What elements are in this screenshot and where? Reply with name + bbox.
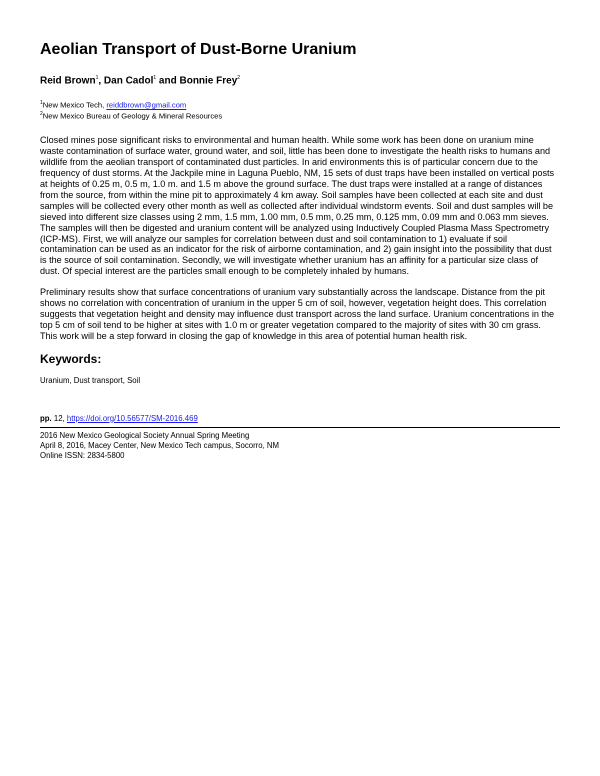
author-name: Reid Brown — [40, 75, 96, 87]
page-number: 12, — [51, 413, 67, 423]
author-affiliation-mark: 2 — [237, 75, 241, 81]
affiliation — [40, 110, 560, 121]
abstract-paragraph: Closed mines pose significant risks to environmental and human health. While some work has been done on uranium mine waste contamination of surface water, ground water, and soil, little has been done to investigate the health risks to humans and wildlife from the aeolian transport of contaminated dust particles. In arid environments this is of particular concern due to the frequency of dust storms. At the Jackpile mine in Laguna Pueblo, NM, 15 sets of dust traps have been installed on vertical posts at heights of 0.25 m, 0.5 m, 1.0 m. and 1.5 m above the ground surface. The dust traps were installed at a range of distances from the source, from within the mine pit to approximately 4 km away. Soil samples have been collected at each site and dust samples will be collected every other month as well as collected after individual windstorm events. Soil and dust samples will be sieved into different size classes using 2 mm, 1.5 mm, 1.00 mm, 0.5 mm, 0.25 mm, 0.125 mm, 0.09 mm and 0.063 mm sieves. The samples will then be digested and uranium content will be analyzed using Inductively Coupled Plasma Mass Spectrometry (ICP-MS). First, we will analyze our samples for correlation between dust and soil contamination to 1) evaluate if soil contamination can be used as an indicator for the risk of airborne contamination, and 2) gain insight into the possibility that dust is the source of soil contamination. Secondly, we will investigate whether uranium has an affinity for a particular size class of dust. Of special interest are the particles small enough to be completely inhaled by humans. — [40, 135, 555, 277]
doi-link[interactable]: https://doi.org/10.56577/SM-2016.469 — [66, 413, 198, 423]
paper-title: Aeolian Transport of Dust-Borne Uranium — [40, 41, 357, 58]
citation-line — [40, 414, 560, 424]
abstract — [40, 135, 560, 341]
affiliation-text: New Mexico Bureau of Geology & Mineral Resources — [42, 111, 223, 121]
paper-page — [40, 40, 560, 461]
footer-line: April 8, 2016, Macey Center, New Mexico Tech campus, Socorro, NM — [40, 440, 280, 450]
email-link[interactable]: reiddbrown@gmail.com — [106, 100, 187, 110]
meeting-footer — [40, 431, 560, 461]
author-name: Bonnie Frey — [179, 75, 238, 87]
affiliation — [40, 99, 560, 110]
author-separator: and — [156, 75, 180, 87]
affiliation-text: New Mexico Tech, — [42, 100, 107, 110]
affiliation-mark: 2 — [40, 111, 43, 118]
author-name: Dan Cadol — [103, 75, 154, 87]
affiliation-list — [40, 99, 560, 121]
pages-label: pp. — [40, 413, 52, 423]
author-list — [40, 72, 560, 87]
author-affiliation-mark: 1 — [95, 75, 99, 81]
footer-line: 2016 New Mexico Geological Society Annual Spring Meeting — [40, 430, 250, 440]
footer-line: Online ISSN: 2834-5800 — [40, 450, 125, 460]
keywords-text: Uranium, Dust transport, Soil — [40, 375, 141, 385]
footer-divider — [40, 427, 560, 428]
abstract-paragraph: Preliminary results show that surface concentrations of uranium vary substantially across the landscape. Distance from the pit shows no correlation with concentration of uranium in the upper 5 cm of soil, however, vegetation height does. This correlation suggests that vegetation height and density may influence dust transport across the land surface. Uranium concentrations in the top 5 cm of soil tend to be higher at sites with 1.0 m or greater vegetation compared to the majority of sites with 30 cm grass. This work will be a step forward in closing the gap of knowledge in this area of potential human health risk. — [40, 287, 555, 341]
author-separator: , — [98, 75, 104, 87]
keywords-heading: Keywords: — [40, 351, 102, 366]
author-affiliation-mark: 1 — [153, 75, 157, 81]
affiliation-mark: 1 — [40, 100, 43, 107]
